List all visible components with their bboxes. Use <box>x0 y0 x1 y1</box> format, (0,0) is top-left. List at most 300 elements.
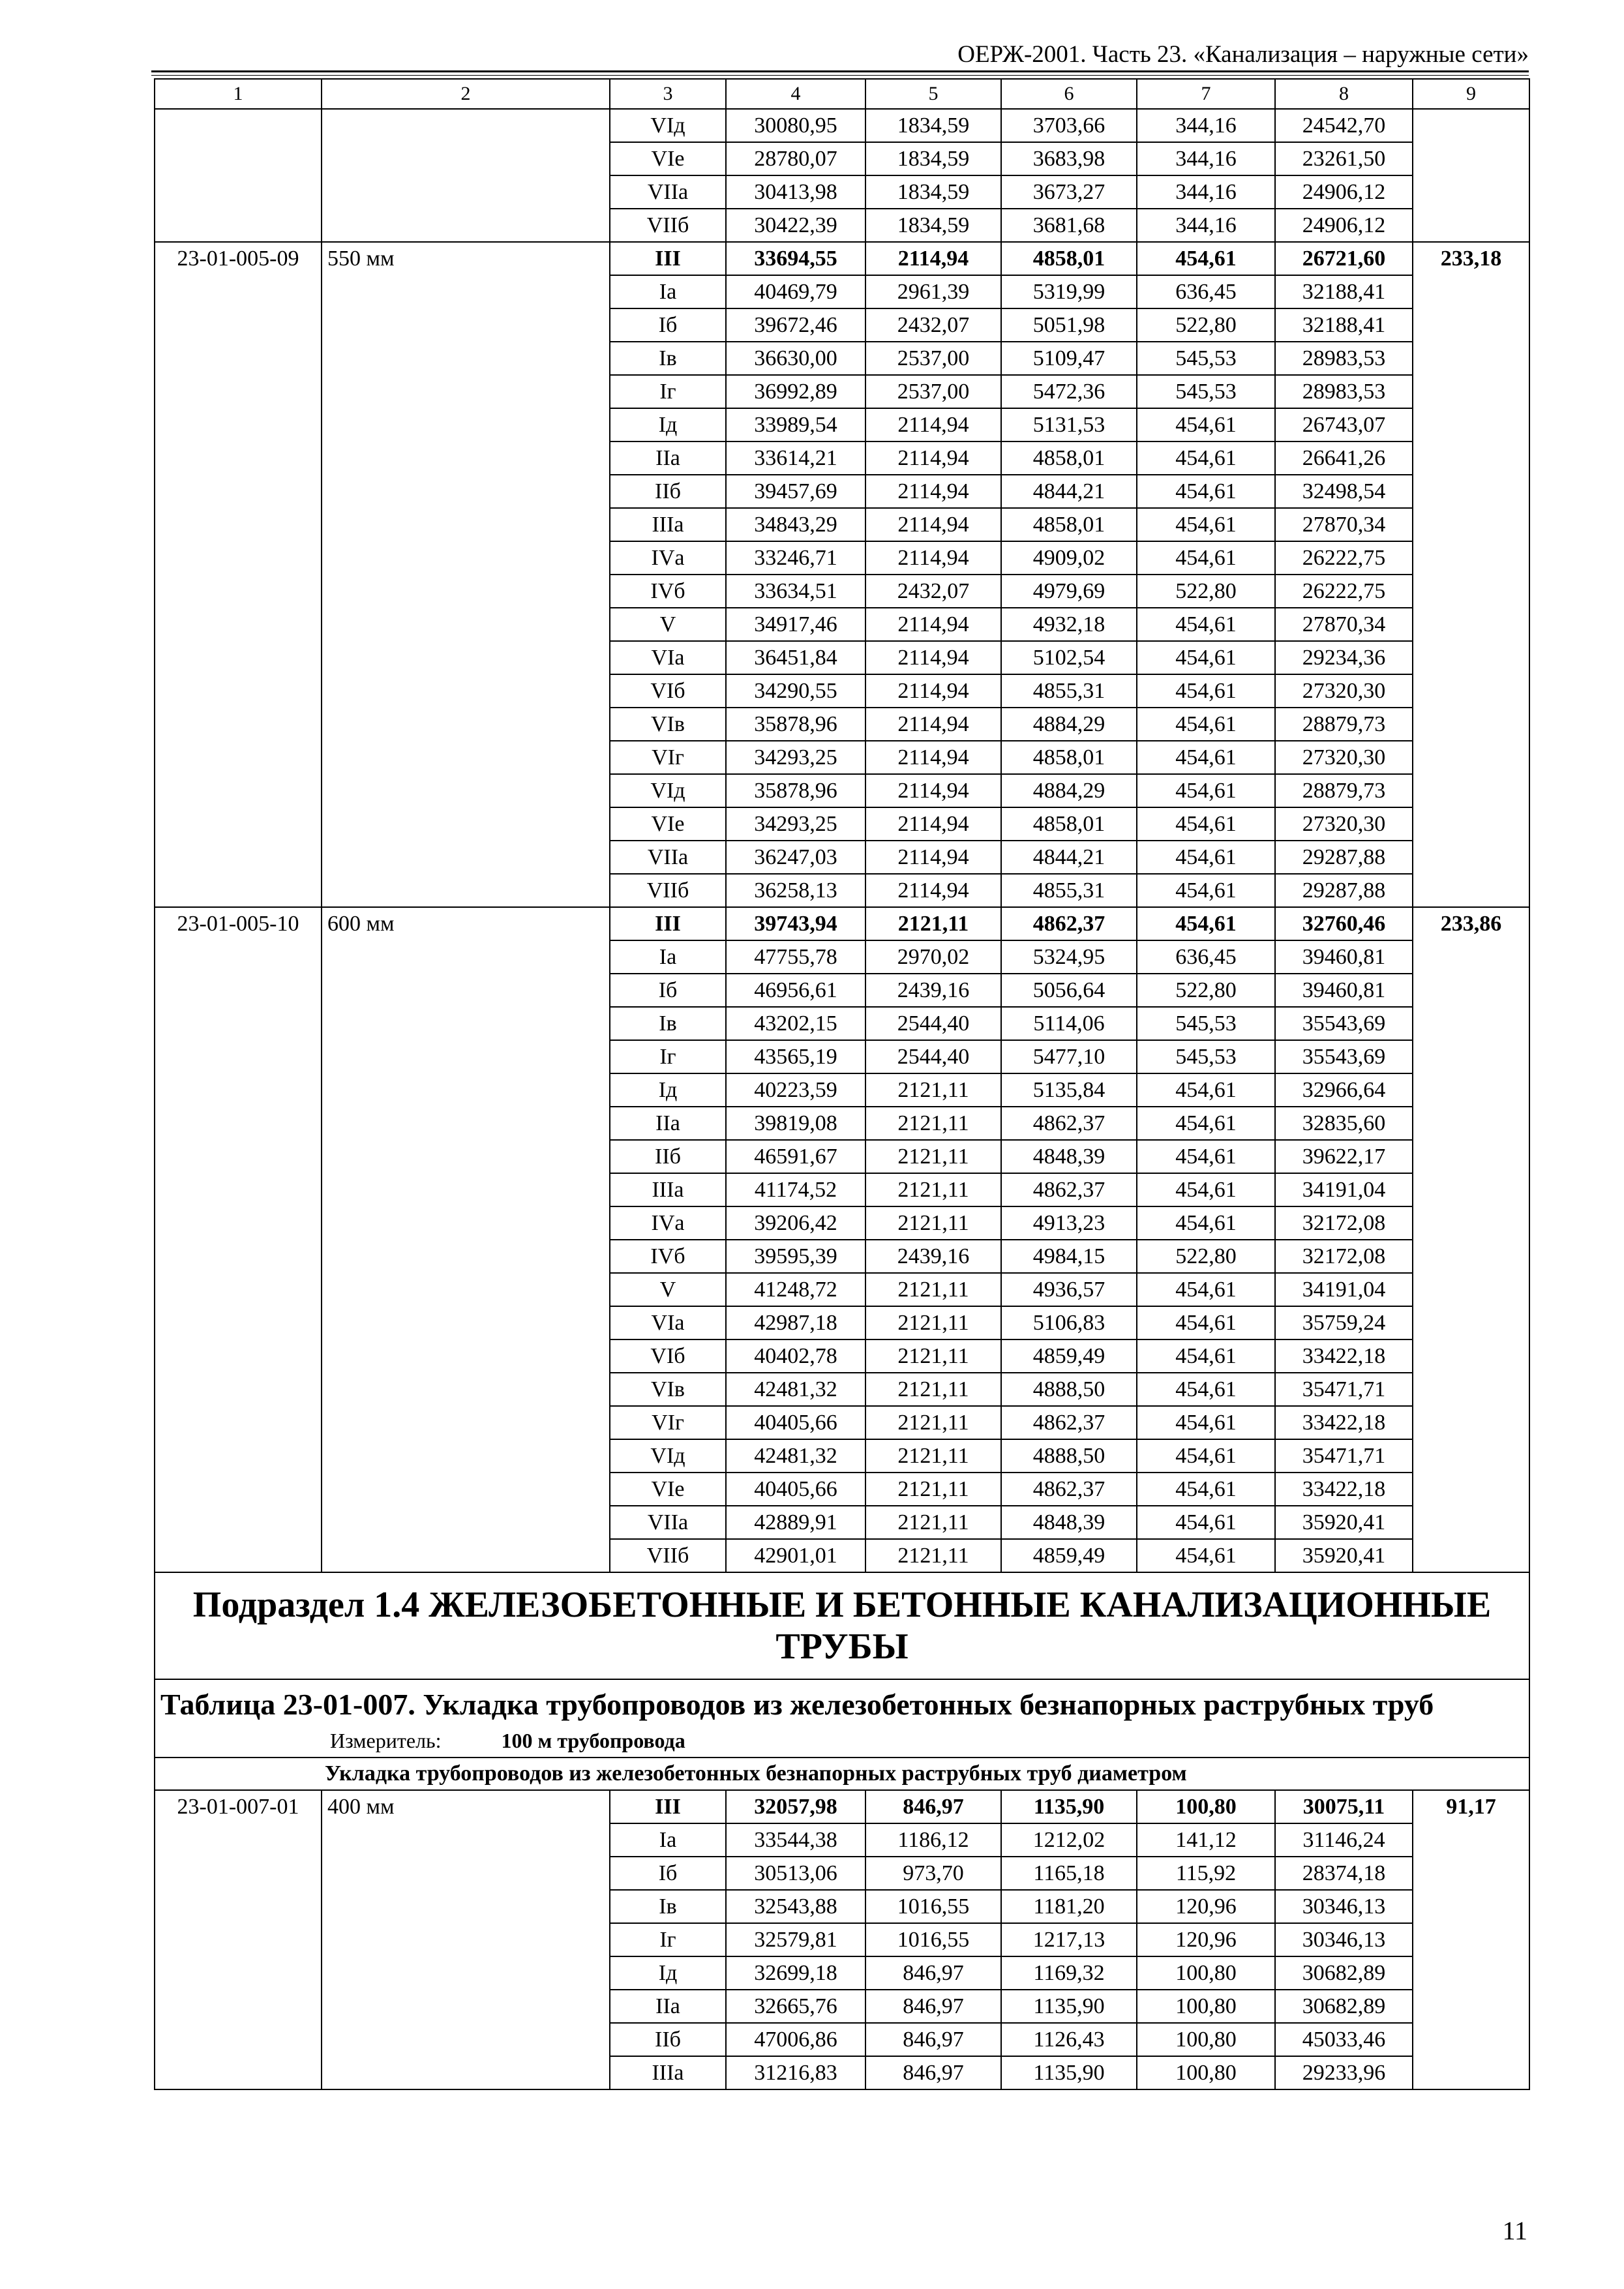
cost-value: 115,92 <box>1137 1857 1275 1890</box>
cost-value: 28374,18 <box>1275 1857 1413 1890</box>
cost-value: 30080,95 <box>726 109 865 142</box>
cost-value: 35471,71 <box>1275 1373 1413 1406</box>
cost-value: 39206,42 <box>726 1206 865 1240</box>
table-row <box>155 907 1529 940</box>
page-number: 11 <box>1502 2216 1527 2245</box>
cost-value: 2544,40 <box>865 1007 1001 1040</box>
cost-value: 4859,49 <box>1001 1539 1137 1572</box>
cost-value: 33422,18 <box>1275 1473 1413 1506</box>
zone-code: IVб <box>610 575 726 608</box>
cost-value: 27870,34 <box>1275 608 1413 641</box>
cost-value: 5051,98 <box>1001 308 1137 342</box>
cost-value: 39460,81 <box>1275 974 1413 1007</box>
table-title-row <box>155 1679 1529 1758</box>
cost-value: 35878,96 <box>726 708 865 741</box>
header-rule-thin <box>151 75 1529 76</box>
cost-value: 454,61 <box>1137 774 1275 807</box>
cost-value: 1217,13 <box>1001 1923 1137 1956</box>
cost-value: 454,61 <box>1137 708 1275 741</box>
cost-value: 39672,46 <box>726 308 865 342</box>
cost-value: 1834,59 <box>865 175 1001 209</box>
cost-value: 454,61 <box>1137 1140 1275 1173</box>
pipe-diameter: 550 мм <box>322 242 610 907</box>
cost-value: 33614,21 <box>726 441 865 475</box>
measure-line <box>160 1723 1524 1757</box>
cost-value: 4936,57 <box>1001 1273 1137 1306</box>
cost-value: 30413,98 <box>726 175 865 209</box>
rate-code <box>155 109 322 242</box>
cost-value: 47006,86 <box>726 2023 865 2056</box>
cost-value: 27320,30 <box>1275 741 1413 774</box>
cost-value: 5106,83 <box>1001 1306 1137 1339</box>
cost-value: 41248,72 <box>726 1273 865 1306</box>
zone-code: VIб <box>610 674 726 708</box>
cost-value: 29233,96 <box>1275 2056 1413 2089</box>
cost-value: 5477,10 <box>1001 1040 1137 1073</box>
subheading: Укладка трубопроводов из железобетонных безнапорных раструбных труб диаметром <box>155 1758 1529 1790</box>
cost-value: 1834,59 <box>865 109 1001 142</box>
zone-code: VIг <box>610 1406 726 1439</box>
cost-value: 5324,95 <box>1001 940 1137 974</box>
zone-code: Iв <box>610 342 726 375</box>
cost-value: 5056,64 <box>1001 974 1137 1007</box>
cost-value: 5109,47 <box>1001 342 1137 375</box>
cost-value: 545,53 <box>1137 375 1275 408</box>
cost-value: 36451,84 <box>726 641 865 674</box>
zone-code: Iг <box>610 375 726 408</box>
cost-value: 344,16 <box>1137 109 1275 142</box>
labor-cost: 233,18 <box>1413 242 1529 907</box>
cost-value: 32835,60 <box>1275 1107 1413 1140</box>
cost-value: 2121,11 <box>865 1439 1001 1473</box>
rate-code: 23-01-005-10 <box>155 907 322 1572</box>
cost-value: 32966,64 <box>1275 1073 1413 1107</box>
cost-value: 4855,31 <box>1001 874 1137 907</box>
pipe-diameter: 400 мм <box>322 1790 610 2089</box>
measure-value: 100 м трубопровода <box>501 1729 685 1752</box>
cost-value: 4913,23 <box>1001 1206 1137 1240</box>
zone-code: III <box>610 907 726 940</box>
pipe-diameter <box>322 109 610 242</box>
labor-cost <box>1413 109 1529 242</box>
section-title-row <box>155 1572 1529 1679</box>
cost-value: 27320,30 <box>1275 807 1413 841</box>
cost-value: 30513,06 <box>726 1857 865 1890</box>
cost-value: 28983,53 <box>1275 342 1413 375</box>
cost-value: 30346,13 <box>1275 1890 1413 1923</box>
cost-value: 4862,37 <box>1001 1107 1137 1140</box>
cost-value: 2114,94 <box>865 541 1001 575</box>
zone-code: VIд <box>610 774 726 807</box>
cost-value: 846,97 <box>865 2056 1001 2089</box>
cost-value: 2544,40 <box>865 1040 1001 1073</box>
cost-value: 4932,18 <box>1001 608 1137 641</box>
cost-value: 28983,53 <box>1275 375 1413 408</box>
cost-value: 454,61 <box>1137 475 1275 508</box>
zone-code: V <box>610 1273 726 1306</box>
zone-code: IIIа <box>610 508 726 541</box>
cost-value: 2121,11 <box>865 1373 1001 1406</box>
cost-value: 32543,88 <box>726 1890 865 1923</box>
column-number: 7 <box>1137 79 1275 109</box>
zone-code: IIа <box>610 1107 726 1140</box>
cost-value: 1834,59 <box>865 142 1001 175</box>
cost-value: 454,61 <box>1137 1539 1275 1572</box>
cost-value: 2114,94 <box>865 608 1001 641</box>
zone-code: VIе <box>610 807 726 841</box>
cost-value: 4848,39 <box>1001 1506 1137 1539</box>
column-number: 1 <box>155 79 322 109</box>
cost-value: 4884,29 <box>1001 774 1137 807</box>
cost-value: 29287,88 <box>1275 874 1413 907</box>
cost-value: 454,61 <box>1137 841 1275 874</box>
cost-value: 1126,43 <box>1001 2023 1137 2056</box>
cost-value: 33989,54 <box>726 408 865 441</box>
cost-value: 43202,15 <box>726 1007 865 1040</box>
cost-value: 454,61 <box>1137 741 1275 774</box>
cost-value: 2432,07 <box>865 575 1001 608</box>
zone-code: VIв <box>610 1373 726 1406</box>
cost-value: 27320,30 <box>1275 674 1413 708</box>
rate-code: 23-01-007-01 <box>155 1790 322 2089</box>
cost-value: 32188,41 <box>1275 275 1413 308</box>
zone-code: Iв <box>610 1890 726 1923</box>
cost-value: 1135,90 <box>1001 2056 1137 2089</box>
cost-value: 1135,90 <box>1001 1790 1137 1823</box>
zone-code: VIг <box>610 741 726 774</box>
cost-value: 344,16 <box>1137 142 1275 175</box>
cost-value: 1016,55 <box>865 1890 1001 1923</box>
zone-code: IVб <box>610 1240 726 1273</box>
header-rule-thick <box>151 70 1529 72</box>
cost-value: 2114,94 <box>865 674 1001 708</box>
cost-value: 32172,08 <box>1275 1240 1413 1273</box>
cost-value: 36630,00 <box>726 342 865 375</box>
cost-value: 4984,15 <box>1001 1240 1137 1273</box>
cost-value: 30346,13 <box>1275 1923 1413 1956</box>
cost-value: 23261,50 <box>1275 142 1413 175</box>
cost-value: 2439,16 <box>865 974 1001 1007</box>
cost-value: 26222,75 <box>1275 575 1413 608</box>
cost-value: 522,80 <box>1137 308 1275 342</box>
subheading-row <box>155 1758 1529 1790</box>
cost-value: 24906,12 <box>1275 209 1413 242</box>
cost-value: 5114,06 <box>1001 1007 1137 1040</box>
cost-value: 42481,32 <box>726 1439 865 1473</box>
cost-value: 1135,90 <box>1001 1990 1137 2023</box>
cost-value: 3683,98 <box>1001 142 1137 175</box>
pipe-diameter: 600 мм <box>322 907 610 1572</box>
cost-value: 40405,66 <box>726 1406 865 1439</box>
cost-value: 2121,11 <box>865 1506 1001 1539</box>
cost-value: 100,80 <box>1137 1790 1275 1823</box>
cost-value: 545,53 <box>1137 1040 1275 1073</box>
zone-code: VIIа <box>610 175 726 209</box>
zone-code: Iа <box>610 940 726 974</box>
table-body-pipes-005 <box>155 79 1529 1572</box>
cost-value: 2114,94 <box>865 441 1001 475</box>
cost-value: 454,61 <box>1137 1373 1275 1406</box>
cost-value: 2114,94 <box>865 408 1001 441</box>
cost-value: 522,80 <box>1137 575 1275 608</box>
cost-value: 34290,55 <box>726 674 865 708</box>
cost-value: 39819,08 <box>726 1107 865 1140</box>
cost-value: 4855,31 <box>1001 674 1137 708</box>
cost-value: 4862,37 <box>1001 907 1137 940</box>
cost-value: 2114,94 <box>865 774 1001 807</box>
cost-value: 5102,54 <box>1001 641 1137 674</box>
cost-value: 454,61 <box>1137 641 1275 674</box>
table-row <box>155 1790 1529 1823</box>
cost-value: 32579,81 <box>726 1923 865 1956</box>
zone-code: VIб <box>610 1339 726 1373</box>
cost-value: 2121,11 <box>865 1339 1001 1373</box>
column-number: 3 <box>610 79 726 109</box>
cost-value: 454,61 <box>1137 1073 1275 1107</box>
cost-value: 35543,69 <box>1275 1007 1413 1040</box>
cost-value: 100,80 <box>1137 1956 1275 1990</box>
cost-value: 4862,37 <box>1001 1473 1137 1506</box>
cost-value: 4858,01 <box>1001 741 1137 774</box>
cost-value: 39743,94 <box>726 907 865 940</box>
zone-code: Iв <box>610 1007 726 1040</box>
cost-value: 2537,00 <box>865 375 1001 408</box>
cost-value: 454,61 <box>1137 674 1275 708</box>
cost-value: 28780,07 <box>726 142 865 175</box>
cost-value: 454,61 <box>1137 508 1275 541</box>
cost-value: 39457,69 <box>726 475 865 508</box>
cost-value: 2121,11 <box>865 1140 1001 1173</box>
cost-value: 522,80 <box>1137 974 1275 1007</box>
zone-code: Iд <box>610 1956 726 1990</box>
cost-value: 30422,39 <box>726 209 865 242</box>
cost-value: 454,61 <box>1137 874 1275 907</box>
cost-value: 4884,29 <box>1001 708 1137 741</box>
cost-value: 42987,18 <box>726 1306 865 1339</box>
cost-value: 1169,32 <box>1001 1956 1137 1990</box>
cost-value: 120,96 <box>1137 1923 1275 1956</box>
cost-value: 31146,24 <box>1275 1823 1413 1857</box>
zone-code: VIIб <box>610 1539 726 1572</box>
cost-value: 2121,11 <box>865 1206 1001 1240</box>
zone-code: VIа <box>610 1306 726 1339</box>
table-title-cell <box>155 1679 1529 1758</box>
cost-value: 40405,66 <box>726 1473 865 1506</box>
cost-value: 4862,37 <box>1001 1406 1137 1439</box>
cost-value: 4858,01 <box>1001 441 1137 475</box>
cost-value: 545,53 <box>1137 342 1275 375</box>
cost-value: 34843,29 <box>726 508 865 541</box>
cost-value: 30682,89 <box>1275 1990 1413 2023</box>
zone-code: Iб <box>610 308 726 342</box>
cost-value: 2114,94 <box>865 874 1001 907</box>
cost-value: 30075,11 <box>1275 1790 1413 1823</box>
cost-value: 344,16 <box>1137 209 1275 242</box>
cost-value: 32699,18 <box>726 1956 865 1990</box>
cost-value: 40223,59 <box>726 1073 865 1107</box>
cost-value: 26222,75 <box>1275 541 1413 575</box>
cost-value: 4888,50 <box>1001 1373 1137 1406</box>
cost-value: 42481,32 <box>726 1373 865 1406</box>
cost-value: 5319,99 <box>1001 275 1137 308</box>
cost-value: 32057,98 <box>726 1790 865 1823</box>
cost-value: 2121,11 <box>865 1306 1001 1339</box>
cost-value: 4862,37 <box>1001 1173 1137 1206</box>
cost-value: 35920,41 <box>1275 1506 1413 1539</box>
cost-value: 2439,16 <box>865 1240 1001 1273</box>
cost-value: 33422,18 <box>1275 1339 1413 1373</box>
cost-value: 100,80 <box>1137 2023 1275 2056</box>
cost-value: 33422,18 <box>1275 1406 1413 1439</box>
cost-value: 24542,70 <box>1275 109 1413 142</box>
column-number: 4 <box>726 79 865 109</box>
zone-code: VIв <box>610 708 726 741</box>
cost-value: 1016,55 <box>865 1923 1001 1956</box>
cost-value: 4848,39 <box>1001 1140 1137 1173</box>
cost-value: 1186,12 <box>865 1823 1001 1857</box>
table-row <box>155 109 1529 142</box>
cost-value: 29287,88 <box>1275 841 1413 874</box>
cost-value: 33544,38 <box>726 1823 865 1857</box>
cost-value: 4858,01 <box>1001 242 1137 275</box>
zone-code: III <box>610 242 726 275</box>
cost-value: 35543,69 <box>1275 1040 1413 1073</box>
zone-code: VIд <box>610 109 726 142</box>
cost-value: 40402,78 <box>726 1339 865 1373</box>
zone-code: IIб <box>610 1140 726 1173</box>
table-row <box>155 242 1529 275</box>
cost-value: 2121,11 <box>865 1406 1001 1439</box>
cost-value: 3673,27 <box>1001 175 1137 209</box>
zone-code: Iд <box>610 408 726 441</box>
cost-value: 3681,68 <box>1001 209 1137 242</box>
cost-value: 2114,94 <box>865 807 1001 841</box>
cost-value: 1165,18 <box>1001 1857 1137 1890</box>
cost-value: 36247,03 <box>726 841 865 874</box>
cost-value: 29234,36 <box>1275 641 1413 674</box>
cost-value: 636,45 <box>1137 940 1275 974</box>
cost-value: 4888,50 <box>1001 1439 1137 1473</box>
cost-value: 34917,46 <box>726 608 865 641</box>
zone-code: IIб <box>610 475 726 508</box>
cost-value: 2121,11 <box>865 1539 1001 1572</box>
cost-value: 42901,01 <box>726 1539 865 1572</box>
labor-cost: 91,17 <box>1413 1790 1529 2089</box>
cost-value: 34293,25 <box>726 807 865 841</box>
cost-value: 846,97 <box>865 1790 1001 1823</box>
zone-code: IIб <box>610 2023 726 2056</box>
cost-value: 33694,55 <box>726 242 865 275</box>
column-number-row <box>155 79 1529 109</box>
cost-value: 454,61 <box>1137 1306 1275 1339</box>
cost-value: 39595,39 <box>726 1240 865 1273</box>
cost-value: 32188,41 <box>1275 308 1413 342</box>
cost-value: 5135,84 <box>1001 1073 1137 1107</box>
cost-value: 45033,46 <box>1275 2023 1413 2056</box>
cost-value: 2114,94 <box>865 508 1001 541</box>
cost-value: 30682,89 <box>1275 1956 1413 1990</box>
labor-cost: 233,86 <box>1413 907 1529 1572</box>
zone-code: Iа <box>610 1823 726 1857</box>
cost-value: 35471,71 <box>1275 1439 1413 1473</box>
cost-value: 36258,13 <box>726 874 865 907</box>
cost-value: 34293,25 <box>726 741 865 774</box>
column-number: 9 <box>1413 79 1529 109</box>
zone-code: VIд <box>610 1439 726 1473</box>
cost-value: 454,61 <box>1137 608 1275 641</box>
cost-value: 27870,34 <box>1275 508 1413 541</box>
table-title: Таблица 23-01-007. Укладка трубопроводов из железобетонных безнапорных раструбных труб <box>160 1688 1434 1721</box>
zone-code: VIIб <box>610 209 726 242</box>
cost-value: 454,61 <box>1137 1339 1275 1373</box>
cost-value: 2114,94 <box>865 741 1001 774</box>
cost-value: 2114,94 <box>865 641 1001 674</box>
cost-value: 454,61 <box>1137 807 1275 841</box>
cost-value: 47755,78 <box>726 940 865 974</box>
cost-value: 2114,94 <box>865 475 1001 508</box>
cost-value: 454,61 <box>1137 1273 1275 1306</box>
cost-value: 2114,94 <box>865 841 1001 874</box>
zone-code: IIIа <box>610 1173 726 1206</box>
cost-value: 846,97 <box>865 1990 1001 2023</box>
cost-value: 2970,02 <box>865 940 1001 974</box>
cost-value: 454,61 <box>1137 1439 1275 1473</box>
zone-code: V <box>610 608 726 641</box>
column-number: 5 <box>865 79 1001 109</box>
zone-code: IIа <box>610 441 726 475</box>
cost-value: 2121,11 <box>865 1473 1001 1506</box>
cost-value: 31216,83 <box>726 2056 865 2089</box>
cost-value: 32665,76 <box>726 1990 865 2023</box>
cost-value: 454,61 <box>1137 441 1275 475</box>
cost-value: 4859,49 <box>1001 1339 1137 1373</box>
cost-value: 4844,21 <box>1001 841 1137 874</box>
cost-value: 2121,11 <box>865 1073 1001 1107</box>
table-body-pipes-007 <box>155 1790 1529 2089</box>
cost-value: 46956,61 <box>726 974 865 1007</box>
cost-value: 46591,67 <box>726 1140 865 1173</box>
cost-value: 33246,71 <box>726 541 865 575</box>
cost-value: 454,61 <box>1137 1473 1275 1506</box>
cost-value: 141,12 <box>1137 1823 1275 1857</box>
cost-value: 344,16 <box>1137 175 1275 209</box>
cost-value: 846,97 <box>865 1956 1001 1990</box>
cost-value: 43565,19 <box>726 1040 865 1073</box>
cost-value: 26641,26 <box>1275 441 1413 475</box>
cost-value: 26743,07 <box>1275 408 1413 441</box>
cost-value: 2114,94 <box>865 242 1001 275</box>
cost-value: 2961,39 <box>865 275 1001 308</box>
zone-code: VIа <box>610 641 726 674</box>
cost-value: 42889,91 <box>726 1506 865 1539</box>
cost-value: 522,80 <box>1137 1240 1275 1273</box>
section-block <box>155 1572 1529 1790</box>
cost-value: 35878,96 <box>726 774 865 807</box>
cost-value: 454,61 <box>1137 1406 1275 1439</box>
cost-value: 2121,11 <box>865 1273 1001 1306</box>
cost-value: 28879,73 <box>1275 774 1413 807</box>
measure-label: Измеритель: <box>330 1729 442 1752</box>
cost-value: 2537,00 <box>865 342 1001 375</box>
cost-value: 35920,41 <box>1275 1539 1413 1572</box>
zone-code: Iб <box>610 974 726 1007</box>
cost-value: 4858,01 <box>1001 508 1137 541</box>
cost-value: 1834,59 <box>865 209 1001 242</box>
cost-value: 636,45 <box>1137 275 1275 308</box>
cost-value: 32760,46 <box>1275 907 1413 940</box>
cost-value: 454,61 <box>1137 1107 1275 1140</box>
cost-value: 100,80 <box>1137 2056 1275 2089</box>
